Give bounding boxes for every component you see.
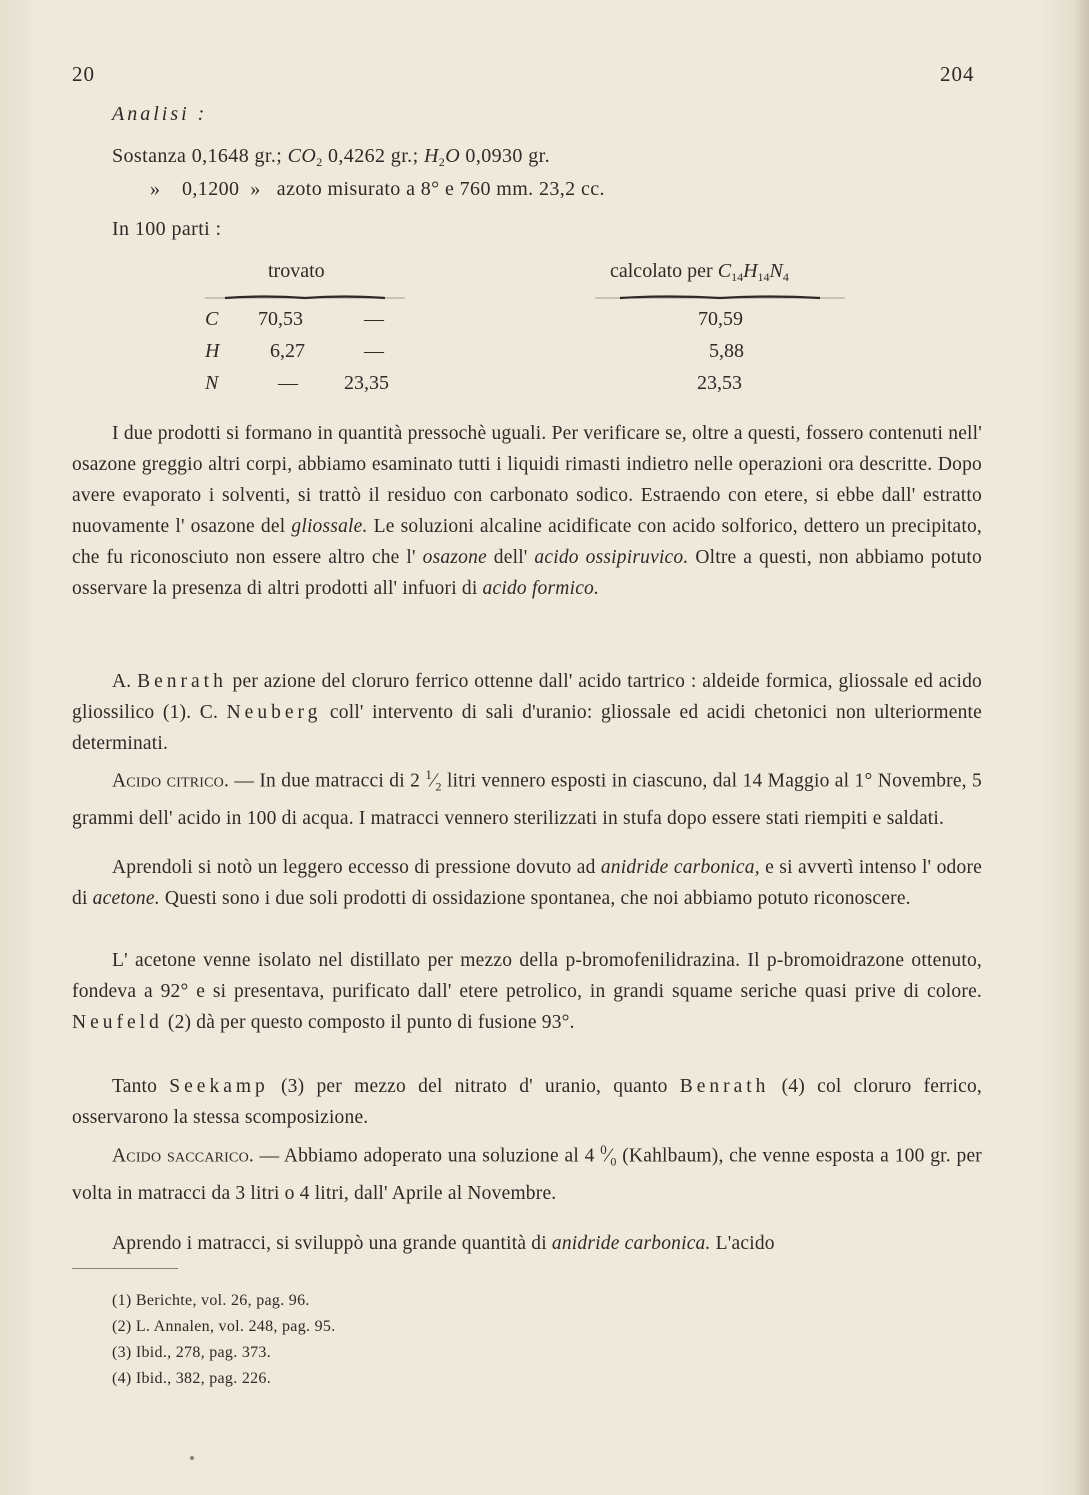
- page-number-left: 20: [72, 62, 95, 86]
- paragraph-7: Acido saccarico. — Abbiamo adoperato una soluzione al 4 $^0⁄_0$ (Kahlbaum), che venne esposta a 100 gr. per volta in matracci da 3 litri o 4 litri, dall' Aprile al Novembre.: [72, 1142, 982, 1204]
- analysis-line-2: » 0,1200 » azoto misurato a 8° e 760 mm. 23,2 cc.: [150, 178, 605, 200]
- paragraph-3: Acido citrico. — In due matracci di 2 $^1⁄_2$ litri vennero esposti in ciascuno, dal 14 Maggio al 1° Novembre, 5 grammi dell' acido in 100 di acqua. I matracci vennero sterilizzati in stufa dopo essere stati riempiti e saldati.: [72, 767, 982, 829]
- row-n-dash: —: [278, 372, 298, 394]
- paragraph-8: Aprendo i matracci, si sviluppò una grande quantità di anidride carbonica. L'acido: [112, 1233, 775, 1254]
- row-h-element: H: [205, 340, 220, 362]
- row-n-element: N: [205, 372, 219, 394]
- paragraph-5: L' acetone venne isolato nel distillato per mezzo della p-bromofenilidrazina. Il p-bromoidrazone ottenuto, fondeva a 92° e si presentava, purificato dall' etere petrolico, in grandi squame seriche quasi prive di colore. Neufeld (2) dà per questo composto il punto di fusione 93°.: [72, 950, 982, 1033]
- table-rule-left: [205, 295, 405, 299]
- table-rule-right: [595, 295, 845, 299]
- table-header-found: trovato: [268, 260, 325, 282]
- paragraph-4: Aprendoli si notò un leggero eccesso di pressione dovuto ad anidride carbonica, e si avvertì intenso l' odore di acetone. Questi sono i due soli prodotti di ossidazione spontanea, che noi abbiamo potuto riconoscere.: [72, 857, 982, 909]
- row-h-calc: 5,88: [709, 340, 744, 362]
- footnote-rule: [72, 1268, 178, 1269]
- page-number-right: 204: [940, 62, 975, 86]
- paragraph-6: Tanto Seekamp (3) per mezzo del nitrato d' uranio, quanto Benrath (4) col cloruro ferrico, osservarono la stessa scomposizione.: [72, 1076, 982, 1128]
- footnote-4: (4) Ibid., 382, pag. 226.: [112, 1370, 272, 1387]
- analysis-line-1: Sostanza 0,1648 gr.; $CO_2$ 0,4262 gr.; $H_2O$ 0,0930 gr.: [112, 145, 550, 169]
- row-c-dash: —: [364, 308, 384, 330]
- row-n-found: 23,35: [344, 372, 389, 394]
- analysis-line-3: In 100 parti :: [112, 218, 222, 240]
- footnote-2: (2) L. Annalen, vol. 248, pag. 95.: [112, 1318, 336, 1335]
- paragraph-1: I due prodotti si formano in quantità pressochè uguali. Per verificare se, oltre a questi, fossero contenuti nell' osazone greggio altri corpi, abbiamo esaminato tutti i liquidi rimasti indietro nelle operazioni ora descritte. Dopo avere evaporato i solventi, si trattò il residuo con carbonato sodico. Estraendo con etere, si ebbe dall' estratto nuovamente l' osazone del gliossale. Le soluzioni alcaline acidificate con acido solforico, dettero un precipitato, che fu riconosciuto non essere altro che l' osazone dell' acido ossipiruvico. Oltre a questi, non abbiamo potuto osservare la presenza di altri prodotti all' infuori di acido formico.: [72, 423, 983, 599]
- row-h-dash: —: [364, 340, 384, 362]
- table-header-calc: calcolato per $C_{14}H_{14}N_4$: [610, 260, 789, 284]
- footnote-1: (1) Berichte, vol. 26, pag. 96.: [112, 1292, 310, 1309]
- row-c-found: 70,53: [258, 308, 303, 330]
- row-c-calc: 70,59: [698, 308, 743, 330]
- paragraph-2: A. Benrath per azione del cloruro ferrico ottenne dall' acido tartrico : aldeide formica, gliossale ed acido gliossilico (1). C. Neuberg coll' intervento di sali d'uranio: gliossale ed acidi chetonici non ulteriormente determinati.: [72, 671, 983, 754]
- print-speck: [190, 1456, 194, 1460]
- row-c-element: C: [205, 308, 219, 330]
- row-h-found: 6,27: [270, 340, 305, 362]
- row-n-calc: 23,53: [697, 372, 742, 394]
- section-heading: Analisi :: [112, 103, 208, 125]
- footnote-3: (3) Ibid., 278, pag. 373.: [112, 1344, 272, 1361]
